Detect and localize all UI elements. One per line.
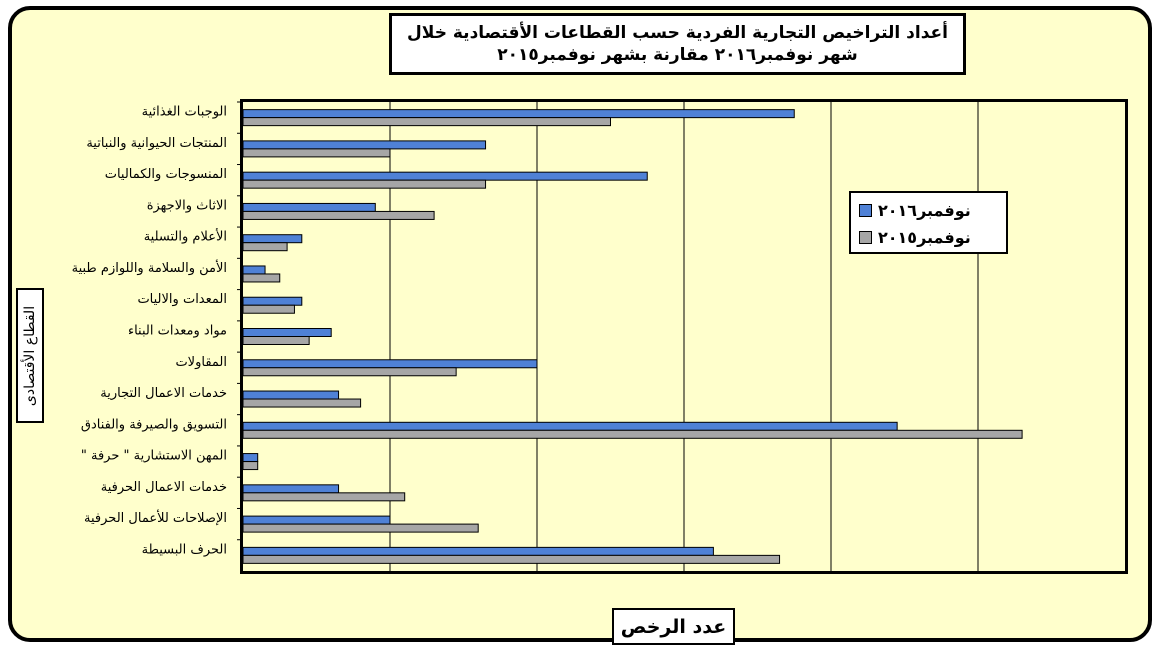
y-axis-label-text: القطاع الأقتصادى xyxy=(22,305,38,406)
category-label: المنتجات الحيوانية والنباتية xyxy=(86,135,227,151)
category-label: المقاولات xyxy=(175,354,227,370)
bar-2015 xyxy=(243,524,478,532)
bar-2016 xyxy=(243,485,339,493)
bar-2016 xyxy=(243,110,794,118)
category-label: خدمات الاعمال التجارية xyxy=(100,386,227,402)
bar-2016 xyxy=(243,391,339,399)
bar-2015 xyxy=(243,118,611,126)
chart-title-line-1: أعداد التراخيص التجارية الفردية حسب القطاعات الأقتصادية خلال xyxy=(407,23,948,43)
category-label: المنسوجات والكماليات xyxy=(104,167,227,183)
bar-2015 xyxy=(243,337,309,345)
bar-2015 xyxy=(243,211,434,219)
bar-2016 xyxy=(243,547,713,555)
category-label: الأمن والسلامة واللوازم طبية xyxy=(71,260,227,276)
legend-item-2015 xyxy=(859,224,998,251)
bar-2015 xyxy=(243,149,390,157)
x-axis-label-text: عدد الرخص xyxy=(620,615,727,638)
category-label: خدمات الاعمال الحرفية xyxy=(100,479,227,495)
bar-2015 xyxy=(243,399,361,407)
bar-2015 xyxy=(243,462,258,470)
bar-2016 xyxy=(243,297,302,305)
bar-2015 xyxy=(243,555,780,563)
legend-swatch-2015 xyxy=(859,231,872,244)
category-label: المهن الاستشارية " حرفة " xyxy=(80,448,227,464)
bar-2016 xyxy=(243,141,486,149)
legend xyxy=(849,191,1008,254)
bar-2015 xyxy=(243,305,294,313)
category-label: الحرف البسيطة xyxy=(141,542,227,558)
category-label: مواد ومعدات البناء xyxy=(127,323,227,339)
category-label: التسويق والصيرفة والفنادق xyxy=(80,417,227,433)
legend-label-2015: نوفمبر٢٠١٥ xyxy=(878,228,971,247)
legend-item-2016 xyxy=(859,197,998,224)
bar-2016 xyxy=(243,329,331,337)
legend-swatch-2016 xyxy=(859,204,872,217)
y-axis-label xyxy=(16,288,44,423)
x-axis-label xyxy=(612,608,735,645)
category-label: الإصلاحات للأعمال الحرفية xyxy=(84,511,227,527)
bar-2015 xyxy=(243,274,280,282)
bar-2016 xyxy=(243,172,647,180)
category-label: الأعلام والتسلية xyxy=(143,229,227,245)
bar-2015 xyxy=(243,368,456,376)
bar-2015 xyxy=(243,180,486,188)
bar-2016 xyxy=(243,266,265,274)
bar-2016 xyxy=(243,203,375,211)
legend-label-2016: نوفمبر٢٠١٦ xyxy=(878,201,971,220)
bar-2016 xyxy=(243,516,390,524)
bar-2016 xyxy=(243,235,302,243)
category-label: الاثاث والاجهزة xyxy=(146,198,227,214)
category-label: المعدات والاليات xyxy=(137,292,227,308)
bar-2016 xyxy=(243,422,897,430)
bar-2015 xyxy=(243,430,1022,438)
bar-2016 xyxy=(243,454,258,462)
chart-title-line-2: شهر نوفمبر٢٠١٦ مقارنة بشهر نوفمبر٢٠١٥ xyxy=(497,45,858,65)
bar-2015 xyxy=(243,243,287,251)
bar-2016 xyxy=(243,360,537,368)
bar-2015 xyxy=(243,493,405,501)
category-label: الوجبات الغذائية xyxy=(141,104,227,120)
